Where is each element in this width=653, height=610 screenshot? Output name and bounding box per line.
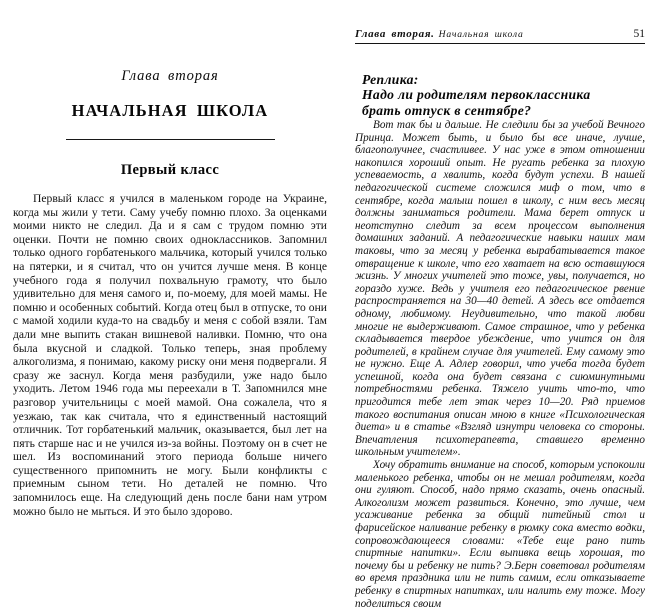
left-page-body xyxy=(13,192,327,518)
running-head-rule xyxy=(355,43,645,44)
body-paragraph: Хочу обратить внимание на способ, которым успокоили маленького ребенка, чтобы он не мешал родителям, когда они гуляют. Способ, надо прямо сказать, очень опасный. Алкоголизм может развиться. Конечно, это лучше, чем усаживание ребенка за общий питейный стол и фарисейское наливание ребенку в рюмку сока вместо водки, сопровождающееся словами: «Тебе еще рано пить спиртные напитки». Если выпивка вещь хорошая, то почему бы и ребенку не пить? Э.Берн советовал родителям во время праздника или не пить самим, если отказываете ребенку в спиртных напитках, или налить ему тоже. Могу поделиться своим xyxy=(355,459,645,610)
body-paragraph: Первый класс я учился в маленьком городе на Украине, когда мы жили у тети. Саму учебу помню плохо. За оценками моими никто не следил. Да и я сам с трудом помню эти оценки. Почти не помню своих одноклассников. Запомнил только одного горбатенького мальчика, который учился только на пятерки, и я считал, что он учится лучше меня. В конце учебного года я получил похвальную грамоту, что было удивительно для меня самого и, по-моему, для моей мамы. Не помню и особенных событий. Когда отец был в отпуске, то они с мамой ходили куда-то на свадьбу и меня с собой взяли. Там дали мне выпить стакан вишневой наливки. Помню, что она была вкусной и сладкой. Только теперь, зная проблему алкоголизма, я понимаю, какому риску они меня подвергали. Я сразу же заснул. Когда меня разбудили, уже надо было уходить. Летом 1946 года мы переехали в Т. Запомнился мне разговор учительницы с моей мамой. Она сожалела, что я уезжаю, так как считала, что я единственный настоящий отличник. Тот горбатенький мальчик, оказывается, был лет на пять старше нас и не учился из-за войны. Поэтому он в счет не шел. Из воспоминаний этого периода больше ничего существенного припомнить не могу. Были конфликты с приемным сыном тети. Но деталей не помню. Что запомнилось еще. На следующий день после бани нам утром можно было не мыться. И это было здорово. xyxy=(13,192,327,518)
replica-heading xyxy=(362,72,644,118)
replica-title-line-1: Надо ли родителям первоклассника xyxy=(362,87,591,103)
chapter-label: Глава вторая xyxy=(121,68,219,84)
right-page-body xyxy=(355,119,645,610)
chapter-title: НАЧАЛЬНАЯ ШКОЛА xyxy=(71,101,269,120)
title-divider-rule xyxy=(66,139,275,140)
body-paragraph: Вот так бы и дальше. Не следили бы за учебой Вечного Принца. Может быть, и было бы все иначе, лучше, благополучнее, счастливее. У нас уже в этом отношении накопился хороший опыт. Не ругать ребенка за плохую успеваемость, а хвалить, когда будут успехи. В нашей педагогической системе сложился миф о том, что в сентябре, когда малыш пошел в школу, с ним весь месяц должны заниматься родители. Мама берет отпуск и неотступно следит за всем процессом выполнения домашних заданий. А педагогические навыки наших мам таковы, что за месяц у ребенка вырабатывается такое отвращение к школе, что его хватает на всю оставшуюся жизнь. У многих учителей это тоже, увы, получается, но гораздо хуже. Ведь у учителя его педагогическое рвение распространяется на 30—40 детей. А здесь все отдается одному, любимому. Неудивительно, что такой любви многие не выдерживают. Самое страшное, что у ребенка складывается твердое убеждение, что учится он для родителей, в крайнем случае для учителей. Ему самому это не нужно. Еще А. Адлер говорил, что учеба тогда будет успешной, когда она будет связана с сиюминутными потребностями ребенка. Тяжело учить что-то, что пригодится тебе лет этак через 10—20. Ряд приемов такого воспитания описан мною в книге «Психологическая диета» и в статье «Взгляд изнутри человека со стороны. Впечатления психотерапевта, ставшего временно школьным учителем». xyxy=(355,119,645,459)
replica-label: Реплика: xyxy=(362,72,419,87)
chapter-heading-block xyxy=(0,68,340,140)
running-head xyxy=(355,28,645,40)
running-head-chapter: Глава вторая. xyxy=(355,28,435,40)
running-head-subtitle: Начальная школа xyxy=(438,29,524,40)
left-page xyxy=(0,0,340,540)
running-head-text xyxy=(355,28,524,40)
section-title: Первый класс xyxy=(120,162,220,178)
page-number: 51 xyxy=(633,28,645,40)
replica-title-line-2: брать отпуск в сентябре? xyxy=(362,102,532,118)
right-page xyxy=(340,0,653,610)
